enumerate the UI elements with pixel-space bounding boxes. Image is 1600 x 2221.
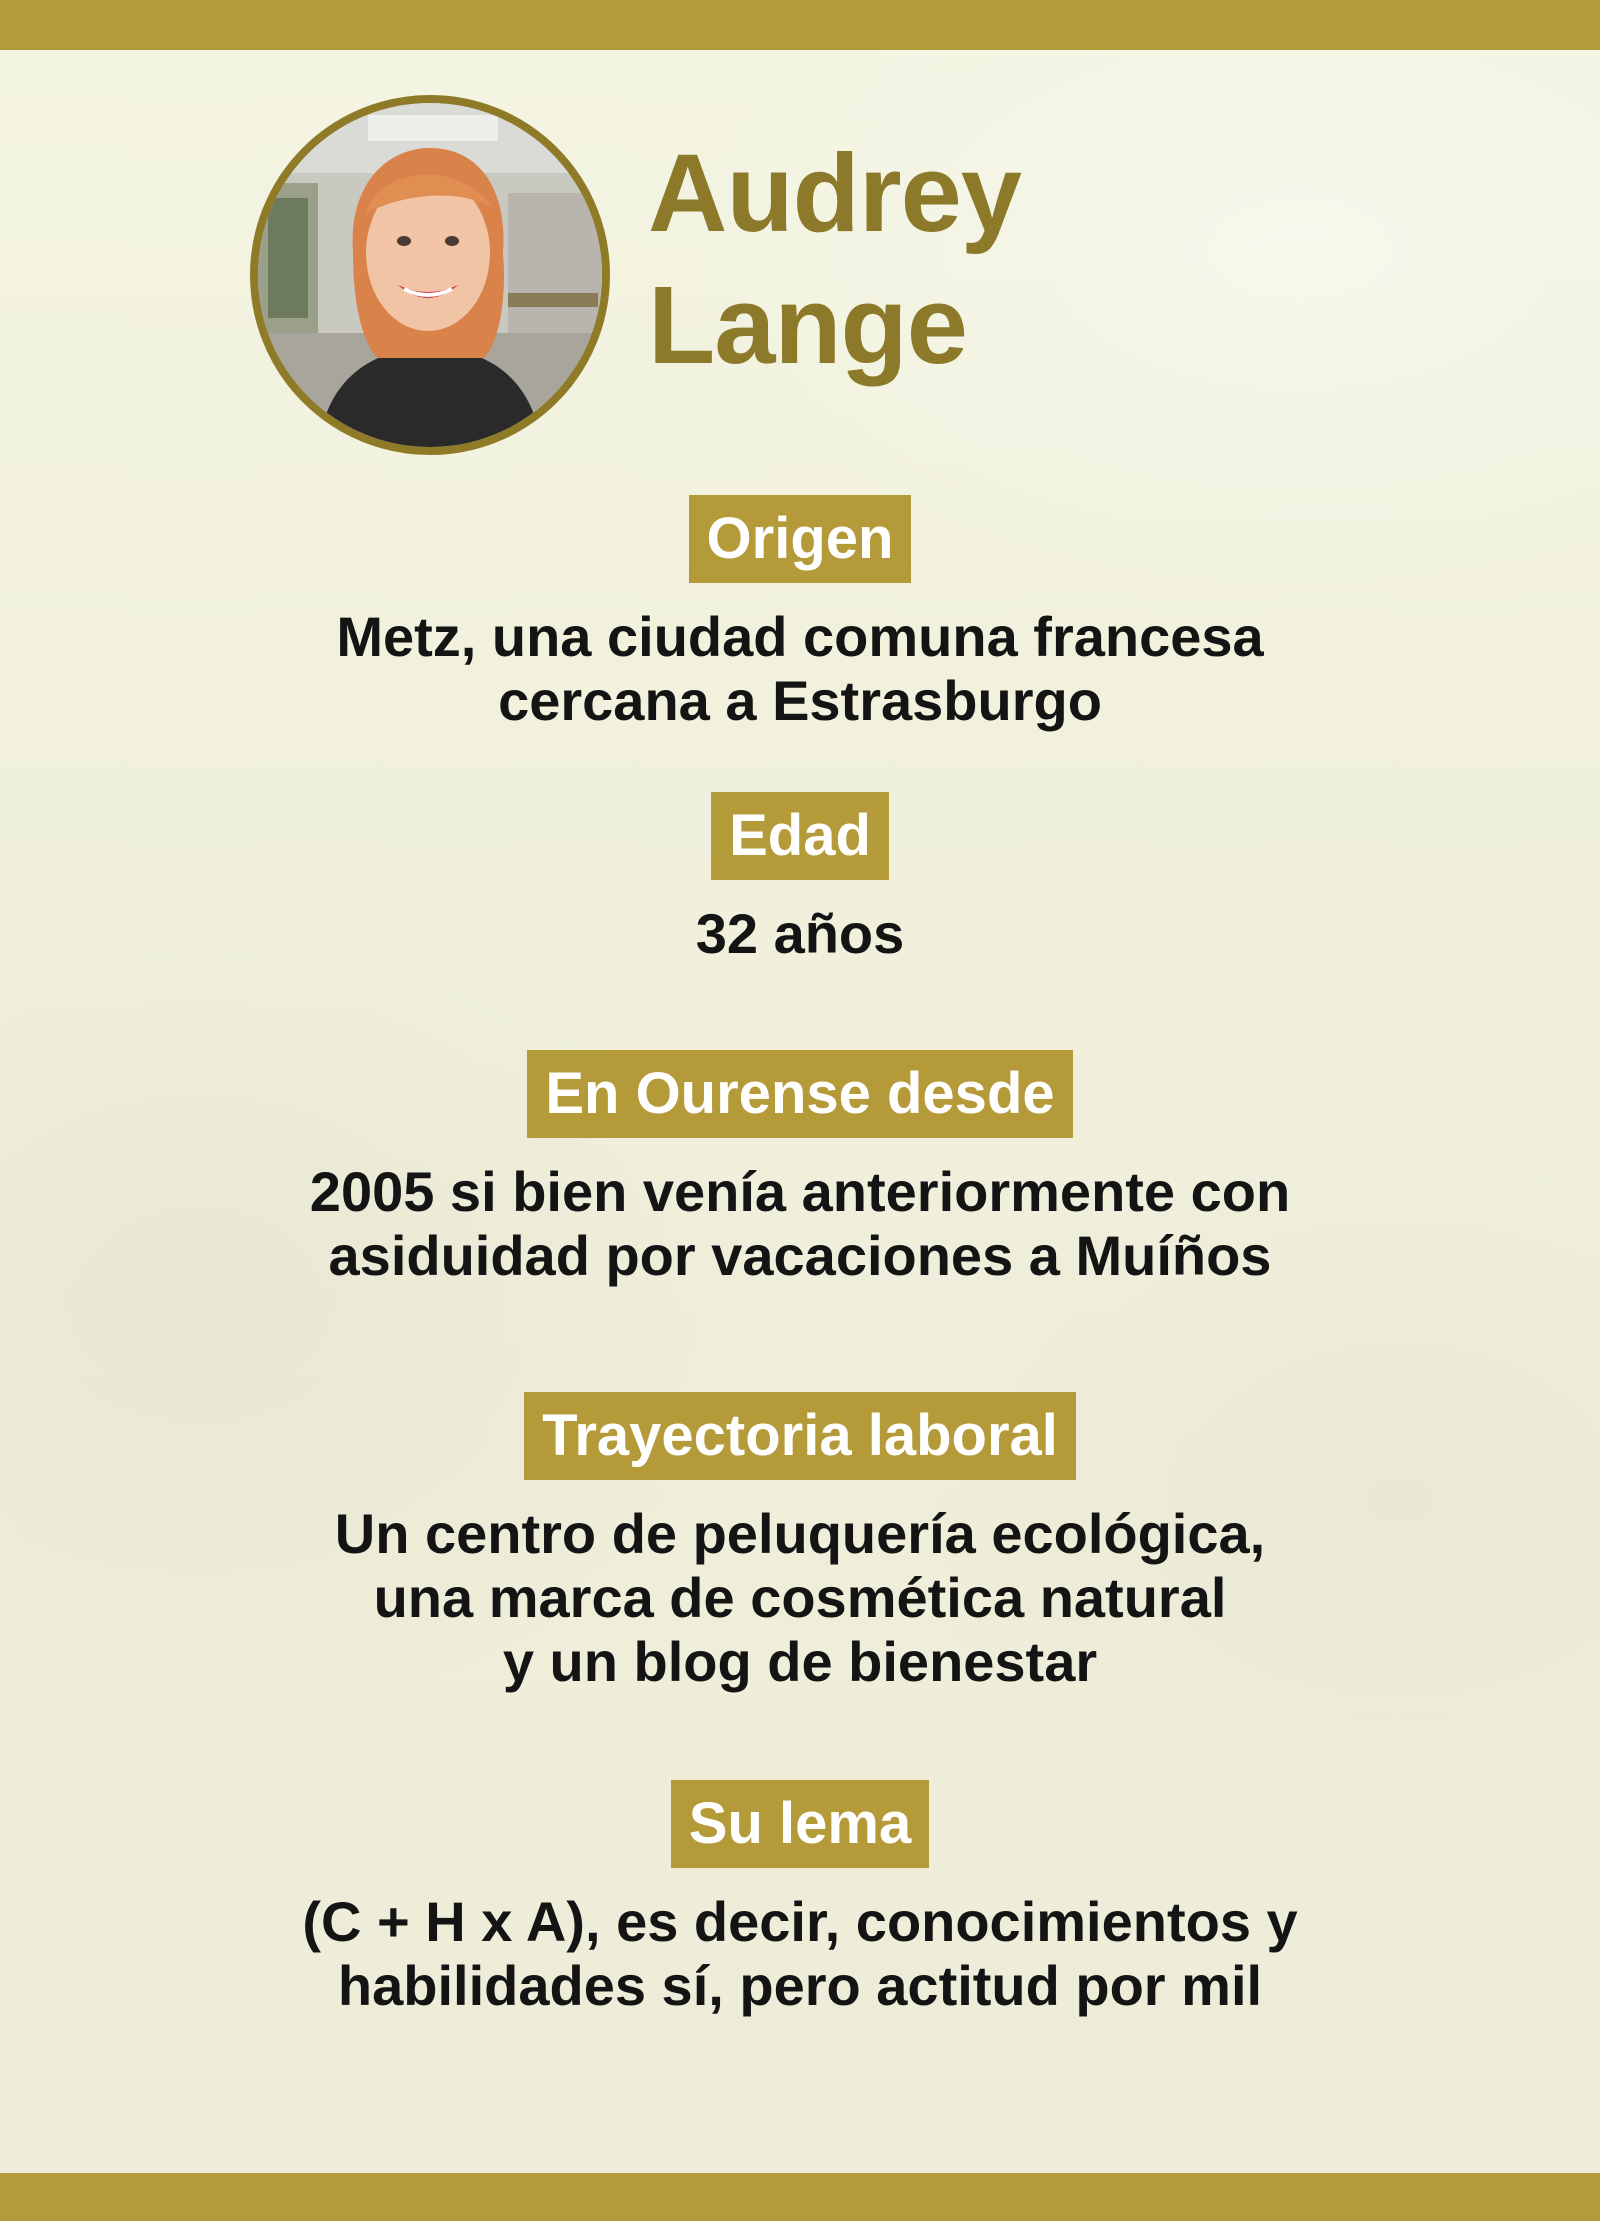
section-label: En Ourense desde (527, 1050, 1072, 1138)
value-line: y un blog de bienestar (502, 1630, 1098, 1693)
section-label: Edad (711, 792, 889, 880)
section-label: Su lema (671, 1780, 929, 1868)
section-value (0, 902, 1600, 966)
value-line: 32 años (695, 902, 905, 965)
avatar (250, 95, 610, 455)
bottom-gold-band (0, 2173, 1600, 2221)
portrait-photo-icon (258, 103, 602, 447)
section-edad (0, 792, 1600, 966)
top-gold-band (0, 0, 1600, 50)
section-label: Origen (689, 495, 912, 583)
value-line: Un centro de peluquería ecológica, (334, 1502, 1266, 1565)
section-value (0, 605, 1600, 733)
value-line: (C + H x A), es decir, conocimientos y (302, 1890, 1298, 1953)
value-line: 2005 si bien venía anteriormente con (309, 1160, 1291, 1223)
section-value (0, 1502, 1600, 1694)
value-line: una marca de cosmética natural (373, 1566, 1227, 1629)
value-line: asiduidad por vacaciones a Muíños (328, 1224, 1272, 1287)
name-first: Audrey (648, 132, 1021, 255)
section-value (0, 1890, 1600, 2018)
section-en-ourense-desde (0, 1050, 1600, 1288)
value-line: habilidades sí, pero actitud por mil (337, 1954, 1263, 2017)
section-value (0, 1160, 1600, 1288)
person-name (648, 128, 1021, 392)
value-line: cercana a Estrasburgo (498, 669, 1102, 732)
section-origen (0, 495, 1600, 733)
section-trayectoria-laboral (0, 1392, 1600, 1694)
name-last: Lange (648, 264, 967, 387)
section-label: Trayectoria laboral (524, 1392, 1076, 1480)
section-su-lema (0, 1780, 1600, 2018)
value-line: Metz, una ciudad comuna francesa (336, 605, 1264, 668)
